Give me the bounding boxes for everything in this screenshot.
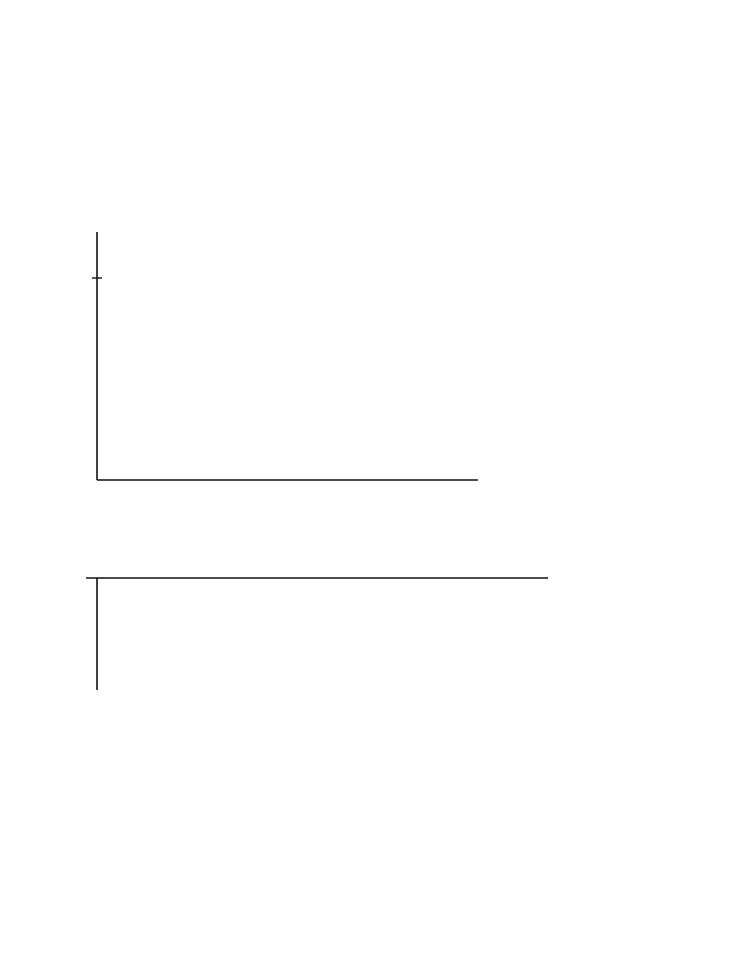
bottom-chart [86, 578, 548, 690]
top-chart [92, 232, 478, 480]
